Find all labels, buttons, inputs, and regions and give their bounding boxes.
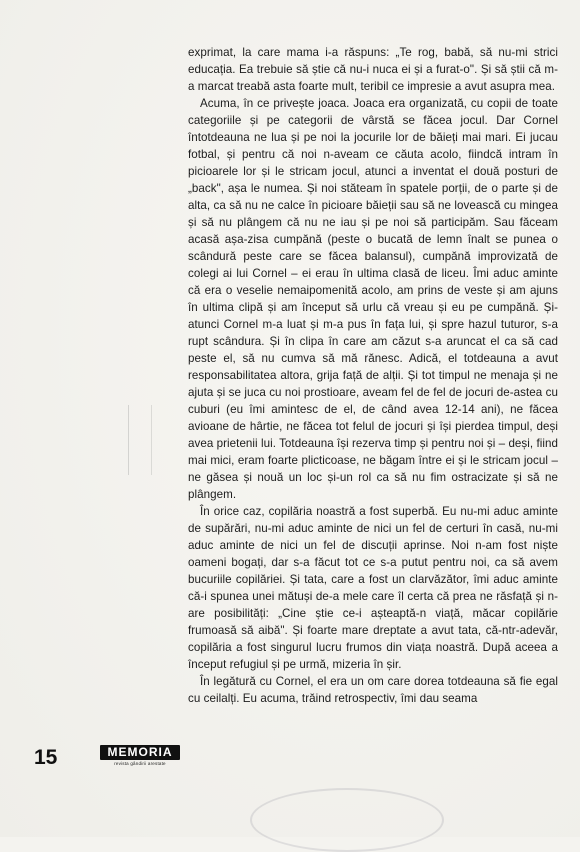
memoria-logo [100,745,180,767]
logo-title: MEMORIA [100,745,180,760]
library-stamp [250,788,444,852]
paragraph: Acuma, în ce privește joaca. Joaca era organizată, cu copii de toate categoriile și pe categorii de vârstă se făcea jocul. Dar Cornel întotdeauna ne lua și pe noi la jocurile lor de băieți mai mari. Ei jucau fotbal, și pentru că noi n-aveam ce căuta acolo, fiindcă intram în picioarele lor și le stricam jocul, atunci a inventat el două posturi de „back", așa le numea. Și noi stăteam în spatele porții, de o parte și de alta, ca să nu ne calce în picioare băieții sau să ne lovească cu mingea și să nu plângem că nu ne iau și pe noi să participăm. Sau făceam acasă așa-zisa cumpănă (peste o bucată de lemn înalt se punea o scândură peste care se făcea balansul), cumpănă improvizată de colegi ai lui Cornel – ei erau în ultima clasă de liceu. Îmi aduc aminte că era o veselie nemaipomenită acolo, am prins de veste și am ajuns în ultima clipă și am început să urlu că vreau și eu pe cumpănă. Și-atunci Cornel m-a luat și m-a pus în fața lui, și spre hazul tuturor, s-a rupt scândura. Și în clipa în care am căzut s-a aruncat el ca să cad peste el, să nu cumva să mă rănesc. Adică, el totdeauna a avut responsabilitatea altora, grija față de alții. Și tot timpul ne menaja și ne ajuta și se juca cu noi prostioare, aveam fel de fel de jocuri de-astea cu cuburi (eu îmi amintesc de el, de când avea 12-14 ani), ne făcea avioane de hârtie, ne făcea tot felul de jocuri și își pierdea timpul, deși avea prietenii lui. Totdeauna își rezerva timp și pentru noi și – deși, fiind mai mici, eram foarte plicticoase, ne băgam între ei și le stricam jocul – ne găsea și nouă un loc și-un rol ca să nu fim ostracizate și să ne plângem. [188,97,558,501]
logo-subtitle: revista gândirii arestate [114,761,166,766]
page-number: 15 [34,746,58,769]
paragraph: exprimat, la care mama i-a răspuns: „Te rog, babă, să nu-mi strici educația. Ea trebuie să știe că nu-i nuca ei și a furat-o". Și să știi că m-a marcat treabă asta foarte mult, teribil ce impresie a avut asupra mea. [188,46,558,93]
paragraph: În legătură cu Cornel, el era un om care dorea totdeauna să fie egal cu ceilalți. Eu acuma, trăind retrospectiv, îmi dau seama [188,675,558,705]
paragraph: În orice caz, copilăria noastră a fost superbă. Eu nu-mi aduc aminte de supărări, nu-mi aduc aminte de nici un fel de certuri în casă, nu-mi aduc aminte de nici un fel de discuții aprinse. Noi n-am fost niște oameni bogați, dar s-a făcut tot ce s-a putut pentru noi, ca să avem bucuriile copilăriei. Și tata, care a fost un clarvăzător, îmi aduc aminte că-i spunea unei mătuși de-a mele care îl certa că prea ne răsfață și n-are posibilități: „Cine știe ce-i așteaptă-n viață, măcar copilărie frumoasă să aibă". Și foarte mare dreptate a avut tata, că-ntr-adevăr, copilăria a fost singurul lucru frumos din viața noastră. După aceea a început refugiul și pe urmă, mizeria în șir. [188,505,558,671]
body-text [188,44,558,707]
margin-handwriting-mark [128,405,152,475]
